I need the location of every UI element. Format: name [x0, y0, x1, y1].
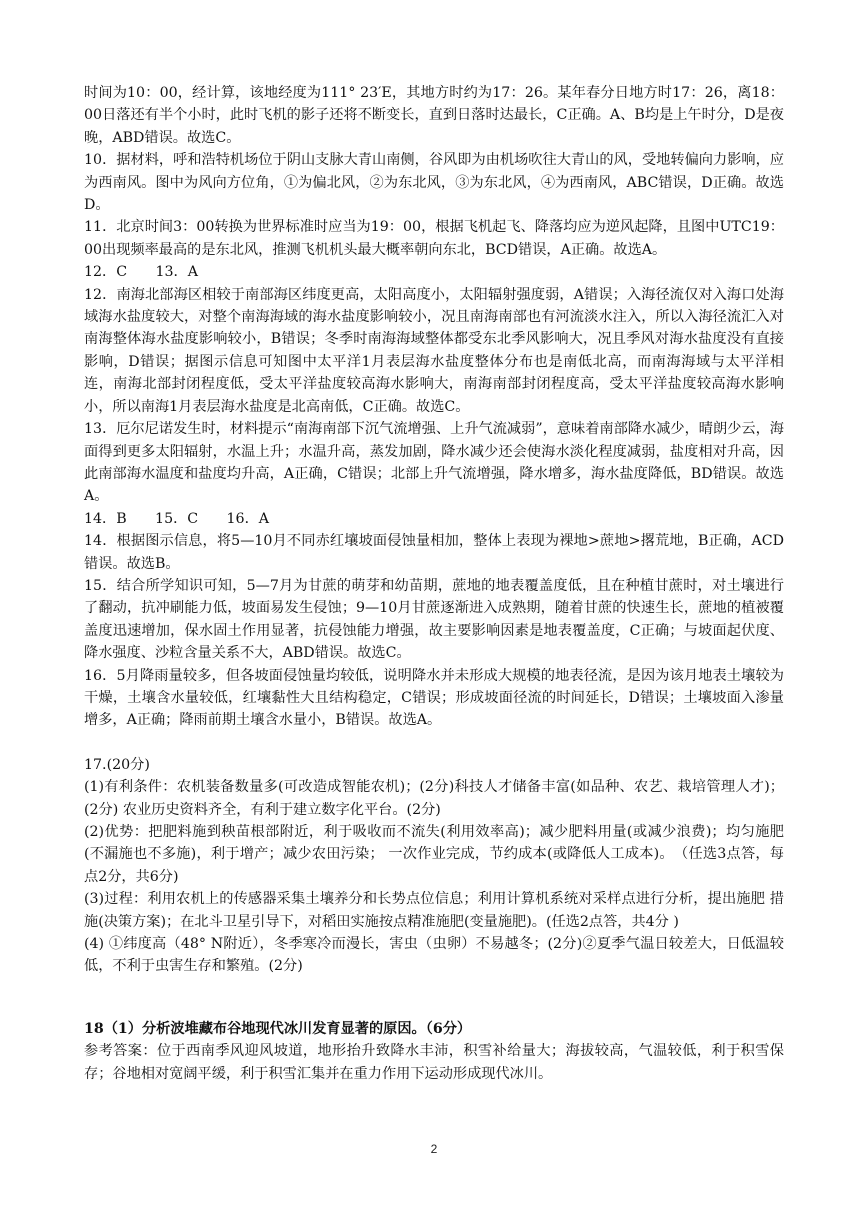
- answer-paragraph-9-cont: 时间为10：00，经计算，该地经度为111° 23′E，其地方时约为17：26。某年春分日地方时17：26，离18：00日落还有半个小时，此时飞机的影子还将不断变长，直到日落时达最长，C正确。A、B均是上午时分，D是夜晚，ABD错误。故选C。: [84, 85, 784, 146]
- answer-paragraph-11: 11．北京时间3：00转换为世界标准时应当为19：00，根据飞机起飞、降落均应为逆风起降，且图中UTC19：00出现频率最高的是东北风，推测飞机机头最大概率朝向东北，BCD错误，A正确。故选A。: [84, 219, 784, 258]
- question-18-heading: 18（1）分析波堆藏布谷地现代冰川发育显著的原因。（6分）: [84, 1020, 472, 1037]
- answer-paragraph-15: 15．结合所学知识可知，5—7月为甘蔗的萌芽和幼苗期，蔗地的地表覆盖度低，且在种植甘蔗时，对土壤进行了翻动，抗冲刷能力低，坡面易发生侵蚀；9—10月甘蔗逐渐进入成熟期，随着甘蔗的快速生长，蔗地的植被覆盖度迅速增加，保水固土作用显著，抗侵蚀能力增强，故主要影响因素是地表覆盖度，C正确；与坡面起伏度、降水强度、沙粒含量关系不大，ABD错误。故选C。: [84, 577, 784, 662]
- question-17-part-4: (4) ①纬度高（48° N附近），冬季寒冷而漫长，害虫（虫卵）不易越冬；(2分)②夏季气温日较差大，日低温较低，不利于虫害生存和繁殖。(2分): [84, 936, 784, 975]
- spacer: [84, 732, 784, 754]
- question-18-answer: 参考答案：位于西南季风迎风坡道，地形抬升致降水丰沛，积雪补给量大；海拔较高，气温较低，利于积雪保存；谷地相对宽阔平缓，利于积雪汇集并在重力作用下运动形成现代冰川。: [84, 1043, 784, 1082]
- answer-paragraph-16: 16．5月降雨量较多，但各坡面侵蚀量均较低，说明降水并未形成大规模的地表径流，是因为该月地表土壤较为干燥，土壤含水量较低，红壤黏性大且结构稳定，C错误；形成坡面径流的时间延长，D错误；土壤坡面入渗量增多，A正确；降雨前期土壤含水量小，B错误。故选A。: [84, 667, 784, 729]
- answer-paragraph-13: 13．厄尔尼诺发生时，材料提示“南海南部下沉气流增强、上升气流减弱”，意味着南部降水减少，晴朗少云，海面得到更多太阳辐射，水温上升；水温升高，蒸发加剧，降水减少还会使海水淡化程度减弱，盐度相对升高，因此南部海水温度和盐度均升高，A正确，C错误；北部上升气流增强，降水增多，海水盐度降低，BD错误。故选A。: [84, 421, 784, 505]
- answer-content: [84, 82, 784, 1085]
- question-17-part-3: (3)过程：利用农机上的传感器采集土壤养分和长势点位信息；利用计算机系统对采样点进行分析，提出施肥 措施(决策方案)；在北斗卫星引导下，对稻田实施按点精准施肥(变量施肥)。(任选2点答，共4分 ): [84, 891, 784, 930]
- answer-paragraph-12: 12．南海北部海区相较于南部海区纬度更高，太阳高度小，太阳辐射强度弱，A错误；入海径流仅对入海口处海域海水盐度较大，对整个南海海域的海水盐度影响较小，况且南海南部也有河流淡水注入，所以入海径流汇入对南海整体海水盐度影响较小，B错误；冬季时南海海域整体都受东北季风影响大，况且季风对海水盐度没有直接影响，D错误；据图示信息可知图中太平洋1月表层海水盐度整体分布也是南低北高，而南海海域与太平洋相连，南海北部封闭程度低，受太平洋盐度较高海水影响大，南海南部封闭程度高，受太平洋盐度较高海水影响小，所以南海1月表层海水盐度是北高南低，C正确。故选C。: [84, 286, 784, 415]
- spacer: [84, 978, 784, 1018]
- page-number: 2: [430, 1142, 438, 1156]
- question-17-part-2: (2)优势：把肥料施到秧苗根部附近，利于吸收而不流失(利用效率高)；减少肥料用量(或减少浪费)；均匀施肥(不漏施也不多施)，利于增产；减少农田污染； 一次作业完成，节约成本(或降低人工成本)。 （任选3点答，每点2分，共6分): [84, 824, 784, 885]
- question-17-part-1: (1)有利条件：农机装备数量多(可改造成智能农机)；(2分)科技人才储备丰富(如品种、农艺、栽培管理人才)；(2分) 农业历史资料齐全，有利于建立数字化平台。(2分): [84, 779, 784, 818]
- answer-paragraph-10: 10．据材料，呼和浩特机场位于阴山支脉大青山南侧，谷风即为由机场吹往大青山的风，受地转偏向力影响，应为西南风。图中为风向方位角，①为偏北风，②为东北风，③为东北风，④为西南风，ABC错误，D正确。故选D。: [84, 152, 784, 214]
- answer-paragraph-14: 14．根据图示信息，将5—10月不同赤红壤坡面侵蚀量相加，整体上表现为裸地>蔗地>撂荒地，B正确，ACD错误。故选B。: [84, 533, 784, 572]
- answer-key-14-16: 14．B 15．C 16．A: [84, 510, 269, 527]
- question-17-title: 17.(20分): [84, 756, 150, 773]
- answer-key-12-13: 12．C 13．A: [84, 264, 198, 281]
